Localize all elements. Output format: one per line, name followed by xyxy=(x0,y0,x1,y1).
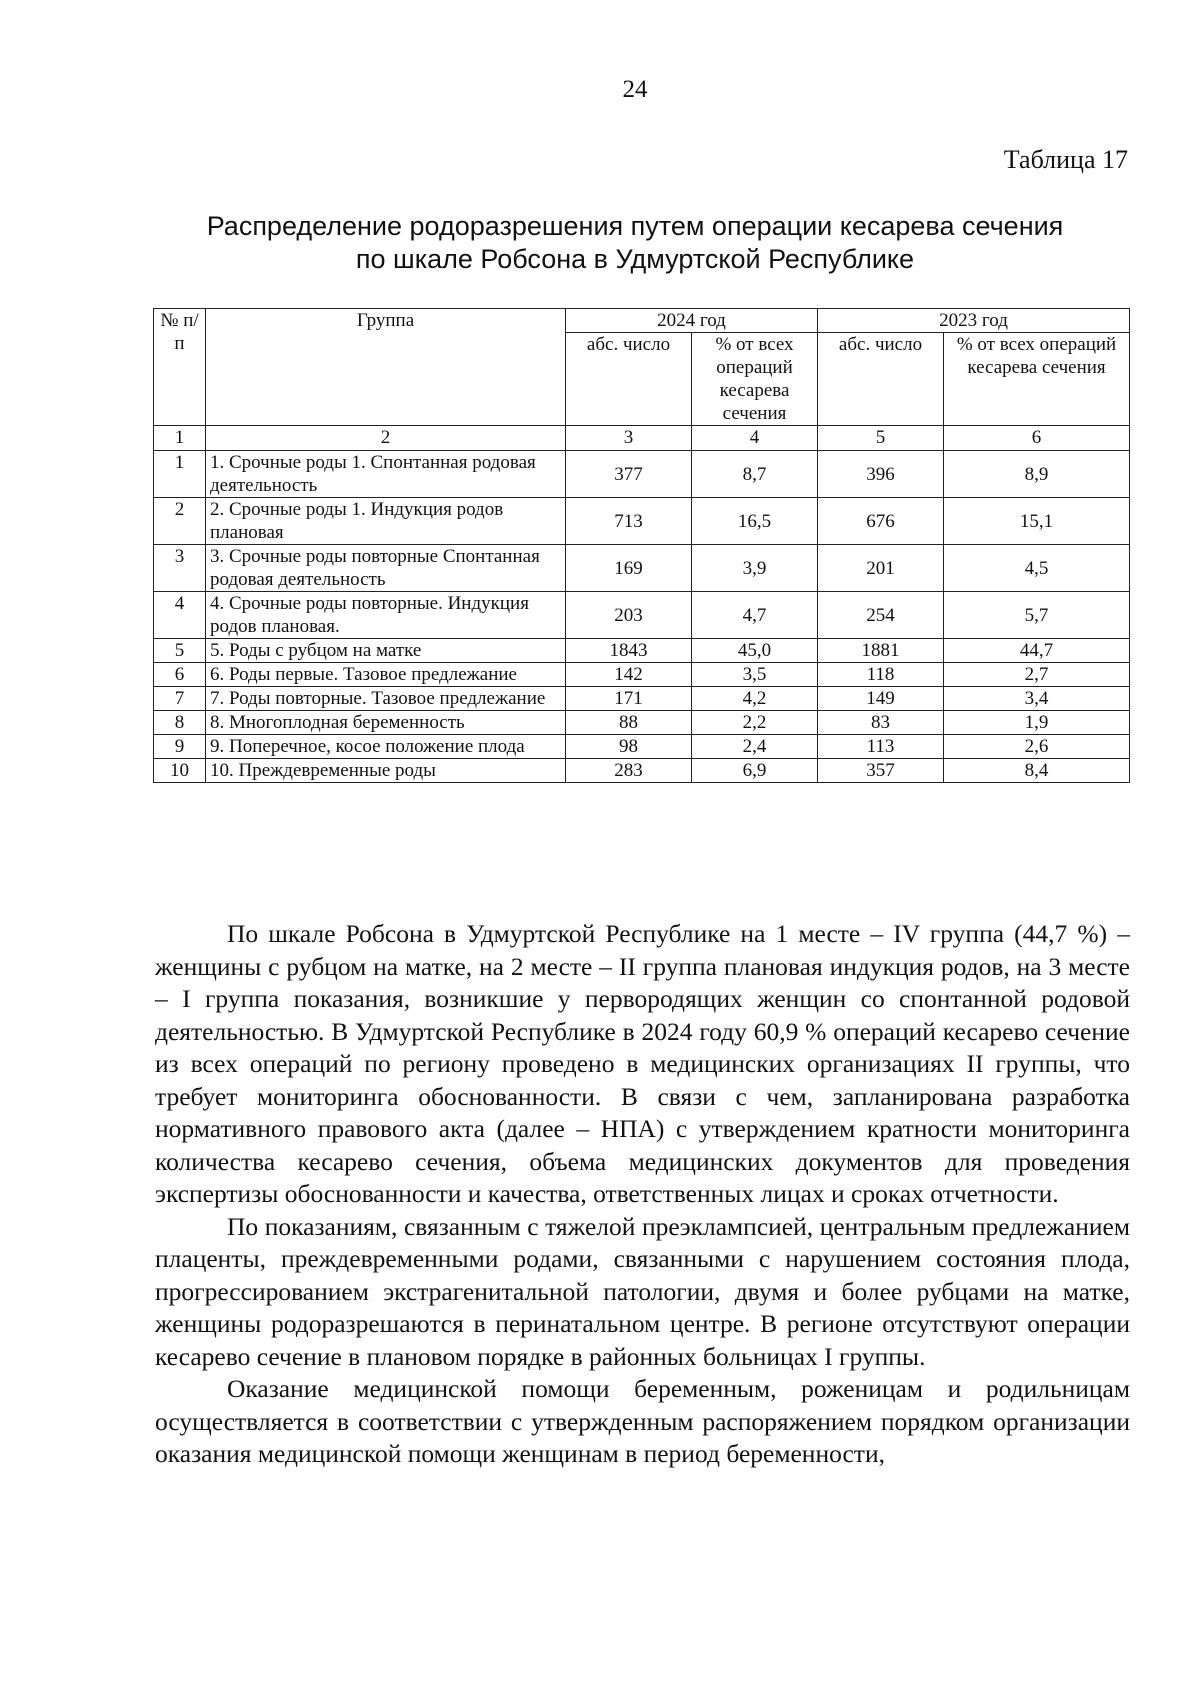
table-row xyxy=(154,498,1130,545)
table-row xyxy=(154,451,1130,498)
group-name-cell: 4. Срочные роды повторные. Индукция родов плановая. xyxy=(206,592,566,639)
row-number-cell: 8 xyxy=(154,711,206,735)
pct-2023-cell: 2,7 xyxy=(944,663,1130,687)
paragraph: Оказание медицинской помощи беременным, роженицам и родильницам осуществляется в соответствии с утвержденным распоряжением порядком организации оказания медицинской помощи женщинам в период беременности, xyxy=(155,1374,1130,1468)
pct-2023-cell: 1,9 xyxy=(944,711,1130,735)
pct-2023-cell: 3,4 xyxy=(944,687,1130,711)
abs-2024-cell: 1843 xyxy=(566,639,692,663)
header-pct-2023: % от всех операций кесарева сечения xyxy=(944,333,1130,426)
abs-2023-cell: 1881 xyxy=(818,639,944,663)
table-row xyxy=(154,592,1130,639)
group-name-cell: 2. Срочные роды 1. Индукция родов плановая xyxy=(206,498,566,545)
abs-2023-cell: 118 xyxy=(818,663,944,687)
pct-2023-cell: 44,7 xyxy=(944,639,1130,663)
abs-2023-cell: 254 xyxy=(818,592,944,639)
abs-2024-cell: 88 xyxy=(566,711,692,735)
header-group: Группа xyxy=(206,309,566,426)
group-name-cell: 5. Роды с рубцом на матке xyxy=(206,639,566,663)
table-row xyxy=(154,735,1130,759)
header-num: № п/п xyxy=(154,309,206,426)
table-row xyxy=(154,759,1130,783)
table-row xyxy=(154,639,1130,663)
table-row xyxy=(154,663,1130,687)
column-number: 2 xyxy=(206,426,566,451)
abs-2024-cell: 377 xyxy=(566,451,692,498)
row-number-cell: 4 xyxy=(154,592,206,639)
group-name-cell: 10. Преждевременные роды xyxy=(206,759,566,783)
abs-2023-cell: 201 xyxy=(818,545,944,592)
pct-2024-cell: 4,7 xyxy=(692,592,818,639)
group-name-cell: 3. Срочные роды повторные Спонтанная родовая деятельность xyxy=(206,545,566,592)
row-number-cell: 7 xyxy=(154,687,206,711)
pct-2024-cell: 6,9 xyxy=(692,759,818,783)
group-name-cell: 8. Многоплодная беременность xyxy=(206,711,566,735)
header-year-2024: 2024 год xyxy=(566,309,818,333)
abs-2024-cell: 283 xyxy=(566,759,692,783)
pct-2024-cell: 16,5 xyxy=(692,498,818,545)
pct-2024-cell: 4,2 xyxy=(692,687,818,711)
robson-table xyxy=(153,308,1130,783)
table-title xyxy=(150,210,1120,276)
group-name-cell: 6. Роды первые. Тазовое предлежание xyxy=(206,663,566,687)
pct-2023-cell: 8,9 xyxy=(944,451,1130,498)
abs-2023-cell: 149 xyxy=(818,687,944,711)
pct-2024-cell: 8,7 xyxy=(692,451,818,498)
column-number: 4 xyxy=(692,426,818,451)
header-abs-2024: абс. число xyxy=(566,333,692,426)
abs-2024-cell: 142 xyxy=(566,663,692,687)
column-number: 1 xyxy=(154,426,206,451)
abs-2023-cell: 83 xyxy=(818,711,944,735)
body-text xyxy=(155,918,1130,1471)
paragraph: По показаниям, связанным с тяжелой преэклампсией, центральным предлежанием плаценты, преждевременными родами, связанными с нарушением состояния плода, прогрессированием экстрагенитальной патологии, двумя и более рубцами на матке, женщины родоразрешаются в перинатальном центре. В регионе отсутствуют операции кесарево сечение в плановом порядке в районных больницах I группы. xyxy=(155,1211,1130,1371)
column-numbers-row xyxy=(154,426,1130,451)
row-number-cell: 1 xyxy=(154,451,206,498)
header-pct-2024: % от всех операций кесарева сечения xyxy=(692,333,818,426)
column-number: 3 xyxy=(566,426,692,451)
abs-2023-cell: 676 xyxy=(818,498,944,545)
column-number: 5 xyxy=(818,426,944,451)
pct-2023-cell: 5,7 xyxy=(944,592,1130,639)
pct-2023-cell: 15,1 xyxy=(944,498,1130,545)
table-row xyxy=(154,687,1130,711)
abs-2024-cell: 713 xyxy=(566,498,692,545)
abs-2023-cell: 113 xyxy=(818,735,944,759)
row-number-cell: 5 xyxy=(154,639,206,663)
header-year-2023: 2023 год xyxy=(818,309,1130,333)
row-number-cell: 2 xyxy=(154,498,206,545)
header-abs-2023: абс. число xyxy=(818,333,944,426)
paragraph: По шкале Робсона в Удмуртской Республике на 1 месте – IV группа (44,7 %) – женщины с рубцом на матке, на 2 месте – II группа плановая индукция родов, на 3 месте – I группа показания, возникшие у первородящих женщин со спонтанной родовой деятельностью. В Удмуртской Республике в 2024 году 60,9 % операций кесарево сечение из всех операций по региону проведено в медицинских организациях II группы, что требует мониторинга обоснованности. В связи с чем, запланирована разработка нормативного правового акта (далее – НПА) с утверждением кратности мониторинга количества кесарево сечения, объема медицинских документов для проведения экспертизы обоснованности и качества, ответственных лицах и сроках отчетности. xyxy=(155,919,1130,1208)
page-number: 24 xyxy=(622,76,648,103)
table-title-line: по шкале Робсона в Удмуртской Республике xyxy=(355,244,915,274)
table-label: Таблица 17 xyxy=(1003,145,1128,174)
row-number-cell: 6 xyxy=(154,663,206,687)
group-name-cell: 9. Поперечное, косое положение плода xyxy=(206,735,566,759)
pct-2024-cell: 3,9 xyxy=(692,545,818,592)
pct-2024-cell: 45,0 xyxy=(692,639,818,663)
pct-2024-cell: 3,5 xyxy=(692,663,818,687)
table-title-line: Распределение родоразрешения путем операции кесарева сечения xyxy=(206,211,1064,241)
abs-2023-cell: 357 xyxy=(818,759,944,783)
table-row xyxy=(154,711,1130,735)
abs-2024-cell: 203 xyxy=(566,592,692,639)
group-name-cell: 1. Срочные роды 1. Спонтанная родовая деятельность xyxy=(206,451,566,498)
abs-2023-cell: 396 xyxy=(818,451,944,498)
abs-2024-cell: 169 xyxy=(566,545,692,592)
row-number-cell: 9 xyxy=(154,735,206,759)
column-number: 6 xyxy=(944,426,1130,451)
row-number-cell: 10 xyxy=(154,759,206,783)
group-name-cell: 7. Роды повторные. Тазовое предлежание xyxy=(206,687,566,711)
table-row xyxy=(154,545,1130,592)
pct-2023-cell: 4,5 xyxy=(944,545,1130,592)
abs-2024-cell: 171 xyxy=(566,687,692,711)
pct-2023-cell: 2,6 xyxy=(944,735,1130,759)
pct-2024-cell: 2,4 xyxy=(692,735,818,759)
abs-2024-cell: 98 xyxy=(566,735,692,759)
row-number-cell: 3 xyxy=(154,545,206,592)
pct-2023-cell: 8,4 xyxy=(944,759,1130,783)
pct-2024-cell: 2,2 xyxy=(692,711,818,735)
